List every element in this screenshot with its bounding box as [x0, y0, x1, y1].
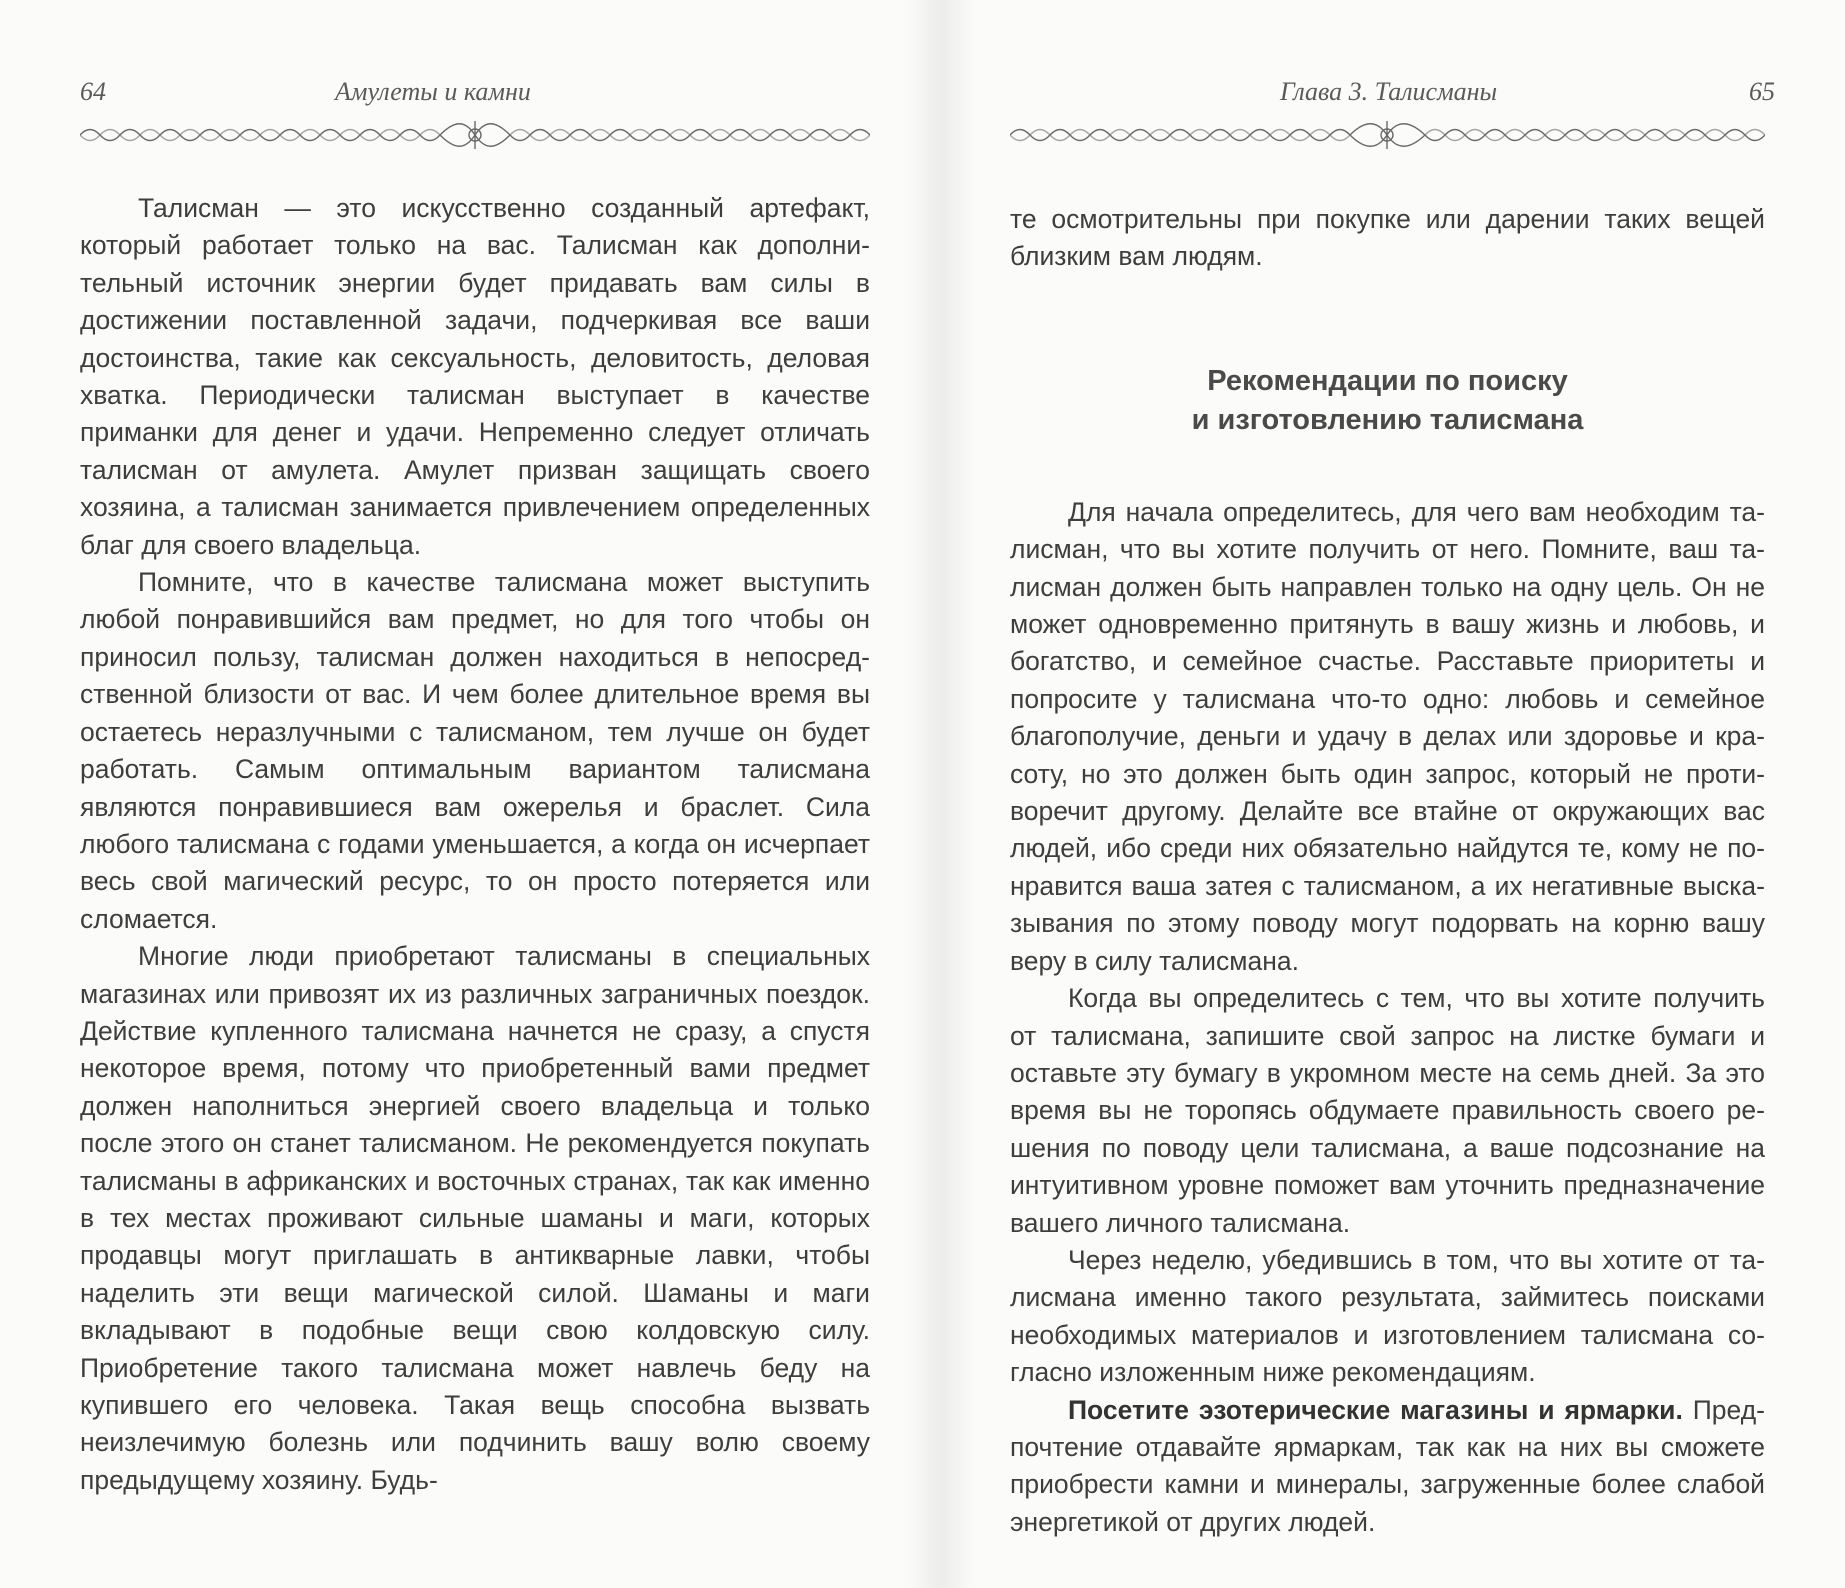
- running-head-left: [0, 77, 930, 117]
- right-page: [930, 0, 1845, 1588]
- paragraph: Через неделю, убедившись в том, что вы хотите от талисмана именно такого результата, займитесь поисками необходимых материалов и изготовлением талисмана согласно изложенным ниже рекомендациям.: [1010, 1244, 1765, 1388]
- ornament-divider-icon: [1010, 118, 1765, 152]
- paragraph: Когда вы определитесь с тем, что вы хотите получить от талисмана, запишите свой запрос на листке бумаги и оставьте эту бумагу в укромном месте на семь дней. За это время вы не торопясь обдумаете правильность своего решения по поводу цели талисмана, а ваше подсознание на интуитивном уровне поможет вам уточнить предназначение вашего личного талисмана.: [1010, 983, 1765, 1238]
- bold-lead-text: Посетите эзотерические магазины и ярмарки.: [1068, 1394, 1683, 1425]
- continuation-paragraph: те осмотрительны при покупке или дарении таких вещей близким вам людям.: [1010, 204, 1765, 272]
- running-head-right: [930, 77, 1845, 117]
- paragraph: Для начала определитесь, для чего вам необходим талисман, что вы хотите получить от него. Помните, ваш талисман должен быть направлен только на одну цель. Он не может одновременно притянуть в вашу жизнь и любовь, и богатство, и семейное счастье. Расставьте приоритеты и попросите у талисмана что-то одно: любовь и семейное благополучие, деньги и удачу в делах или здоровье и красоту, но это должен быть один запрос, который не противоречит другому. Делайте все втайне от окружающих вас людей, ибо среди них обязательно найдутся те, кому не понравится ваша затея с талисманом, а их негативные высказывания по этому поводу могут подорвать на корню вашу веру в силу талисмана.: [1010, 496, 1765, 976]
- paragraph: Многие люди приобретают талисманы в специальных магазинах или привозят их из различных заграничных поездок. Действие купленного талисмана начнется не сразу, а спустя некоторое время, потому что приобретенный вами предмет должен наполниться энергией своего владельца и только после этого он станет талисманом. Не рекомендуется покупать талисманы в африканских и восточных странах, так как именно в тех местах проживают сильные шаманы и маги, которых продавцы могут приглашать в антикварные лавки, чтобы наделить эти вещи магической силой. Шаманы и маги вкладывают в подобные вещи свою колдовскую силу. Приобретение такого талисмана может навлечь беду на купившего его человека. Такая вещь способна вызвать неизлечимую болезнь или подчинить вашу волю своему предыдущему хозяину. Будь-: [80, 941, 870, 1495]
- paragraph: Помните, что в качестве талисмана может выступить любой понравившийся вам предмет, но для того чтобы он приносил пользу, талисман должен находиться в непосредственной близости от вас. И чем более длительное время вы остаетесь неразлучными с талисманом, тем лучше он будет работать. Самым оптимальным вариантом талисмана являются понравившиеся вам ожерелья и браслет. Сила любого талисмана с годами уменьшается, а когда он исчерпает весь свой магический ресурс, то он просто потеряется или сломается.: [80, 567, 870, 934]
- paragraph: Талисман — это искусственно созданный артефакт, который работает только на вас. Талисман как дополнительный источник энергии будет придавать вам силы в достижении поставленной задачи, подчеркивая все ваши достоинства, такие как сексуальность, деловитость, деловая хватка. Периодически талисман выступает в качестве приманки для денег и удачи. Непременно следует отличать талисман от амулета. Амулет призван защищать своего хозяина, а талисман занимается привлечением определенных благ для своего владельца.: [80, 193, 870, 560]
- section-heading-line-2: и изготовлению талисмана: [1191, 403, 1584, 436]
- page-number-right: 65: [1749, 77, 1775, 106]
- section-heading-line-1: Рекомендации по поиску: [1207, 364, 1568, 397]
- right-page-text: [1010, 201, 1765, 1541]
- paragraph-with-bold-lead: [1010, 1392, 1765, 1542]
- section-heading: [1010, 362, 1765, 440]
- running-title-left: Амулеты и камни: [335, 77, 531, 106]
- paragraph-rest-text: Предпочтение отдавайте ярмаркам, так как на них вы сможете приобрести камни и минералы, загруженные более слабой энергетикой от других людей.: [1010, 1394, 1765, 1537]
- ornament-divider-icon: [80, 118, 870, 152]
- left-page-text: [80, 190, 870, 1499]
- page-number-left: 64: [80, 77, 106, 106]
- running-title-right: Глава 3. Талисманы: [1280, 77, 1498, 106]
